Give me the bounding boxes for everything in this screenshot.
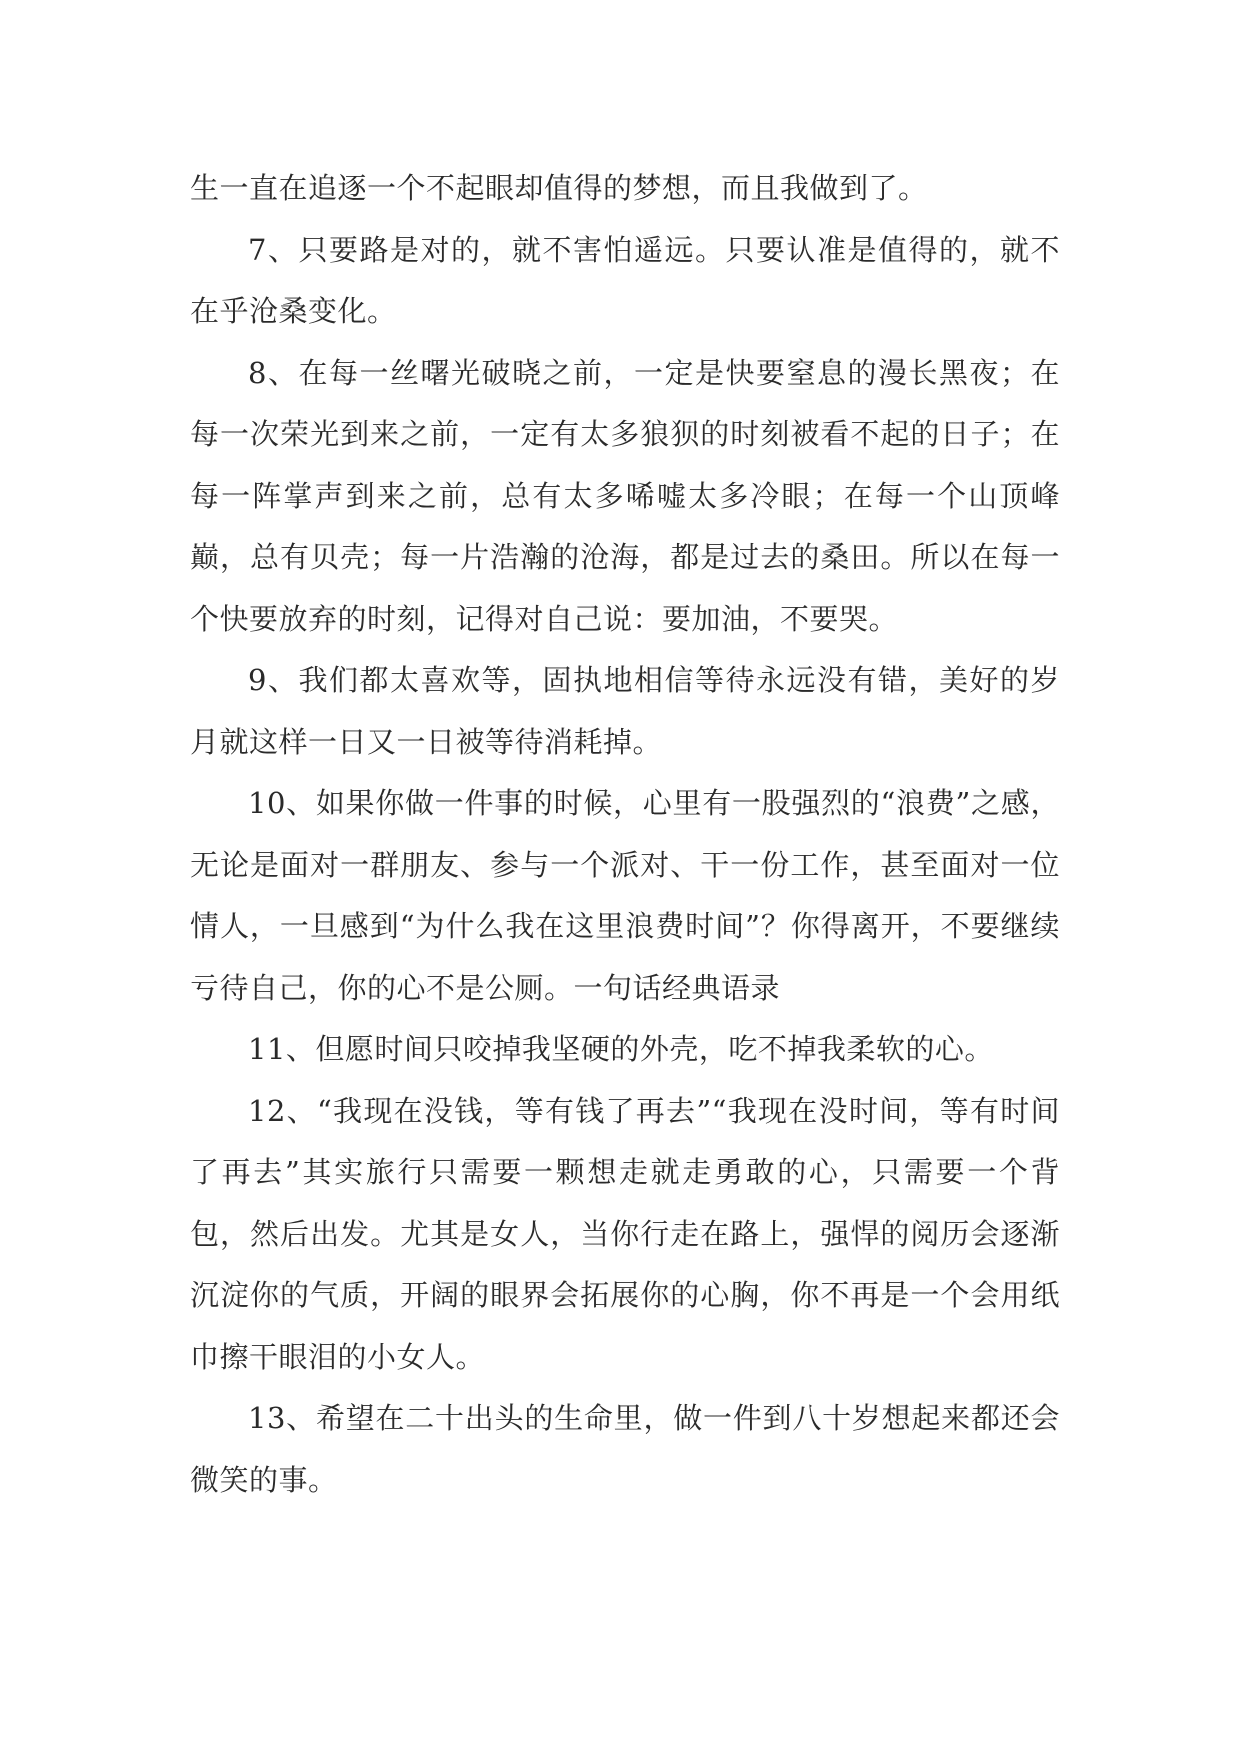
paragraph-quote-9: 9、我们都太喜欢等，固执地相信等待永远没有错，美好的岁月就这样一日又一日被等待消耗掉。 [190,663,1060,759]
paragraph-quote-11: 11、但愿时间只咬掉我坚硬的外壳，吃不掉我柔软的心。 [248,1032,994,1066]
paragraph-quote-10: 10、如果你做一件事的时候，心里有一股强烈的“浪费”之感，无论是面对一群朋友、参与一个派对、干一份工作，甚至面对一位情人，一旦感到“为什么我在这里浪费时间”？你得离开，不要继续亏待自己，你的心不是公厕。一句话经典语录 [190,786,1060,1005]
paragraph-quote-7: 7、只要路是对的，就不害怕遥远。只要认准是值得的，就不在乎沧桑变化。 [190,232,1060,328]
paragraph-quote-8: 8、在每一丝曙光破晓之前，一定是快要窒息的漫长黑夜；在每一次荣光到来之前，一定有太多狼狈的时刻被看不起的日子；在每一阵掌声到来之前，总有太多唏嘘太多冷眼；在每一个山顶峰巅，总有贝壳；每一片浩瀚的沧海，都是过去的桑田。所以在每一个快要放弃的时刻，记得对自己说：要加油，不要哭。 [190,355,1060,636]
paragraph-quote-12: 12、“我现在没钱，等有钱了再去”“我现在没时间，等有时间了再去”其实旅行只需要一颗想走就走勇敢的心，只需要一个背包，然后出发。尤其是女人，当你行走在路上，强悍的阅历会逐渐沉淀你的气质，开阔的眼界会拓展你的心胸，你不再是一个会用纸巾擦干眼泪的小女人。 [190,1093,1060,1374]
document-body [190,158,1060,1511]
paragraph-quote-13: 13、希望在二十出头的生命里，做一件到八十岁想起来都还会微笑的事。 [190,1401,1060,1497]
paragraph-continued: 生一直在追逐一个不起眼却值得的梦想，而且我做到了。 [190,171,928,205]
